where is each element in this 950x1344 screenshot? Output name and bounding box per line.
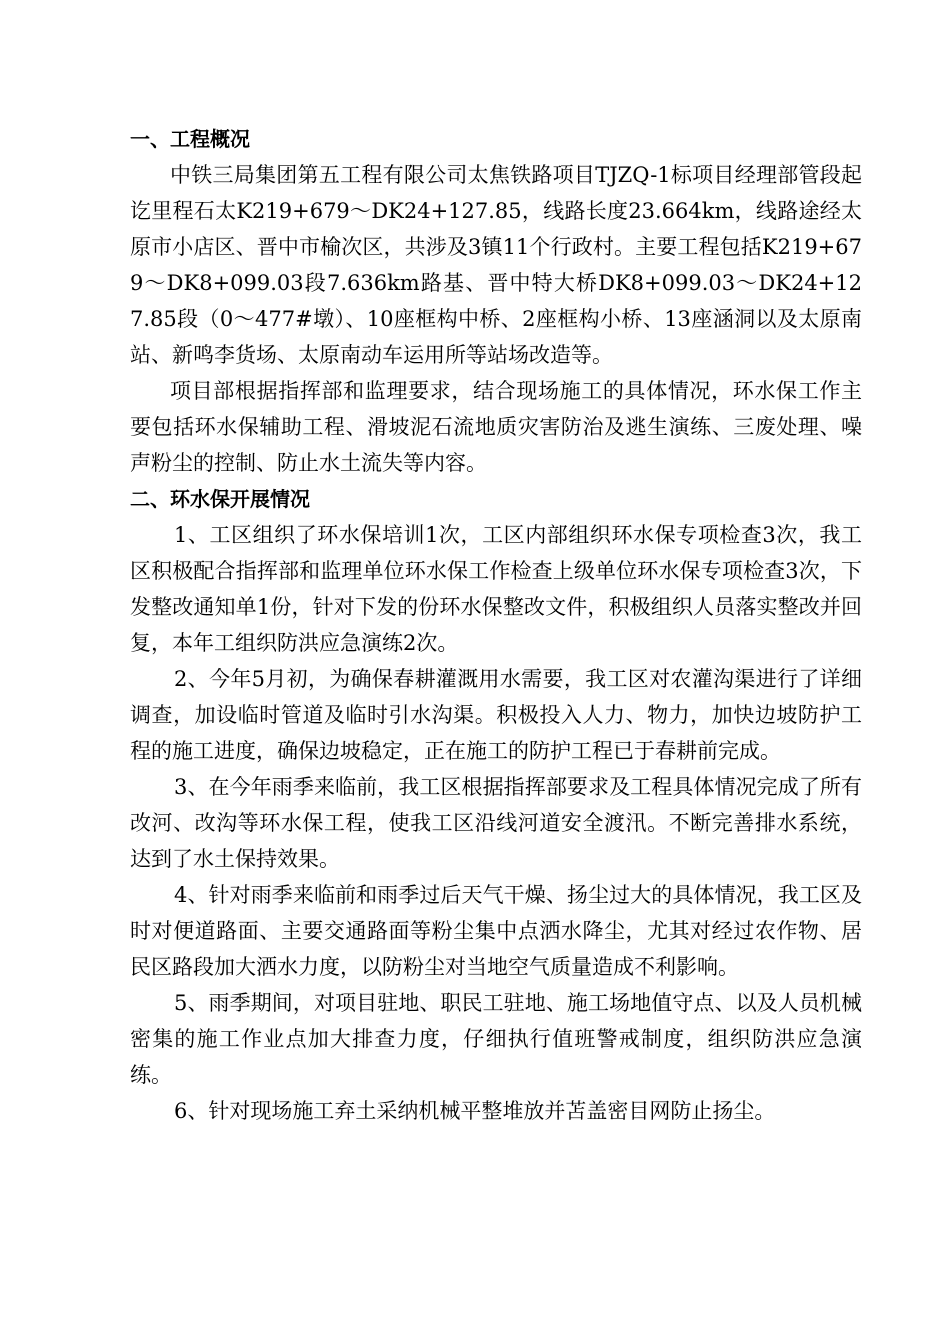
paragraph-item-4: 4、针对雨季来临前和雨季过后天气干燥、扬尘过大的具体情况，我工区及时对便道路面、主要交通路面等粉尘集中点洒水降尘，尤其对经过农作物、居民区路段加大洒水力度，以防粉尘对当地空气质量造成不利影响。 [130, 883, 862, 979]
section-heading-overview: 一、工程概况 [130, 127, 250, 151]
paragraph-env-scope: 项目部根据指挥部和监理要求，结合现场施工的具体情况，环水保工作主要包括环水保辅助工程、滑坡泥石流地质灾害防治及逃生演练、三废处理、噪声粉尘的控制、防止水土流失等内容。 [130, 379, 862, 475]
paragraph-item-1: 1、工区组织了环水保培训1次，工区内部组织环水保专项检查3次，我工区积极配合指挥部和监理单位环水保工作检查上级单位环水保专项检查3次，下发整改通知单1份，针对下发的份环水保整改文件，积极组织人员落实整改并回复，本年工组织防洪应急演练2次。 [130, 523, 862, 655]
document-page [130, 121, 862, 1129]
section-heading-progress: 二、环水保开展情况 [130, 487, 310, 511]
paragraph-item-6: 6、针对现场施工弃土采纳机械平整堆放并苫盖密目网防止扬尘。 [174, 1099, 776, 1123]
paragraph-item-3: 3、在今年雨季来临前，我工区根据指挥部要求及工程具体情况完成了所有改河、改沟等环水保工程，使我工区沿线河道安全渡汛。不断完善排水系统，达到了水土保持效果。 [130, 775, 862, 871]
paragraph-item-2: 2、今年5月初，为确保春耕灌溉用水需要，我工区对农灌沟渠进行了详细调查，加设临时管道及临时引水沟渠。积极投入人力、物力，加快边坡防护工程的施工进度，确保边坡稳定，正在施工的防护工程已于春耕前完成。 [130, 667, 862, 763]
paragraph-item-5: 5、雨季期间，对项目驻地、职民工驻地、施工场地值守点、以及人员机械密集的施工作业点加大排查力度，仔细执行值班警戒制度，组织防洪应急演练。 [130, 991, 862, 1087]
paragraph-project-overview: 中铁三局集团第五工程有限公司太焦铁路项目TJZQ-1标项目经理部管段起讫里程石太K219+679～DK24+127.85，线路长度23.664km，线路途经太原市小店区、晋中市榆次区，共涉及3镇11个行政村。主要工程包括K219+679～DK8+099.03段7.636km路基、晋中特大桥DK8+099.03～DK24+127.85段（0～477#墩）、10座框构中桥、2座框构小桥、13座涵洞以及太原南站、新鸣李货场、太原南动车运用所等站场改造等。 [130, 163, 862, 367]
